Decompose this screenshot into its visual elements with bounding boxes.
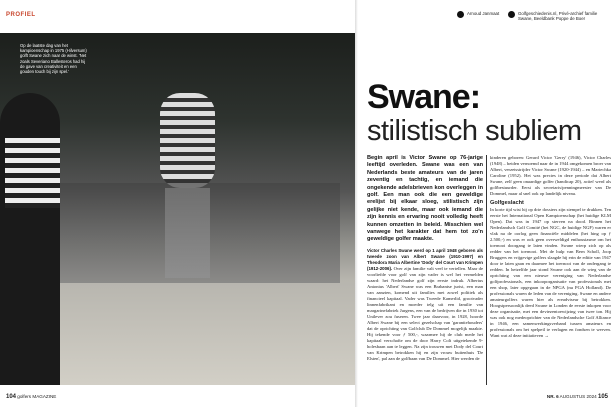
issue-date: AUGUSTUS 2024: [559, 394, 597, 399]
body-paragraph: kinderen geboren: Gerard Victor 'Gerry' (1946), Victor Charles (1948) – beiden vernoemd naar de in 1944 omgekomen broer van Albert, verzetsstrijder Victor Swane (1920-1944) – en Mariechka Caroline (1952). Het was precies in deze periode dat Albert Swane, zelf geen onaardige golfer (handicap 20), actief werd als golfbestuurder. Eerst als secretaris/penningmeester van De Dommel, maar al snel ook op landelijk niveau.: [490, 155, 611, 196]
photo-credit-text: Golfgeschiedenis.nl, Privé-archief familie Swane, Beeldbank Poppe de Boer: [518, 11, 598, 22]
footer-left: [6, 393, 56, 401]
author-credit: [457, 11, 499, 18]
body-paragraph: [367, 248, 483, 362]
pen-icon: [457, 11, 464, 18]
page-number-left: 104: [6, 394, 17, 400]
article-column-2: [490, 155, 611, 339]
continue-arrow-icon: →: [544, 333, 549, 338]
body-paragraph: In korte tijd wist hij op drie dossiers zijn stempel te drukken. Ten eerste het International Open Kampioenschap (het huidige KLM Open). Dat was in 1947 op sterven na dood. Binnen het Nederlandsch Golf Comité (het NGC, de huidige NGF) waren er vlak na de oorlog geen financiële middelen (het hing op ƒ 2.500,-) en was er ook geen overweldigd enthousiasme om het toernooi doorgang te laten vinden. Swane wierp zich op als redder van het toernooi. Met de hulp van Bern Scholl, Joop Bruggers en vrijgevige golfers slaagde hij erin de editie van 1947 door te laten gaan en daarmee het toernooi van de ondergang te redden. In hetzelfde jaar stond Swane ook aan de wieg van de oprichting van een nieuwe vereniging van Nederlandse golfprofessionals, een inkooporganisatie van professionals met een shop, later opgegaan in de NPGA (nu PGA Holland). De professionals waren de leden van de vereniging. Swane en andere amateurgolfers waren hier als ereadviseur bij betrokken. Hoogstpersoonlijk deed Swane in Londen de eerste inkopen voor deze organisatie, met een deviezentoewijzing van twee ton. Hij was ook nog medeoprichter van de Nederlandsche Golf Alliance in 1946, een samenwerkingsverband tussen amateurs en professionals om het spelpeil te verlagen en fondsen te werven. Want wat al deze initiatieven: [490, 207, 611, 338]
column-divider: [486, 155, 487, 385]
article-column-1: [367, 155, 483, 362]
footer-right: [547, 393, 608, 401]
camera-icon: [508, 11, 515, 18]
golfer-celebration-photo: [0, 33, 355, 385]
lead-paragraph: Begin april is Victor Swane op 76-jarige leeftijd overleden. Swane was een van Nederlands beste amateurs van de jaren zeventig en tachtig, en iemand die ongekende adelsbrieven kon overleggen in golf. Een man ook die een geweldige erelijst bij elkaar sloeg, stilistisch zijn gelijke niet kende, maar ook iemand die zijn kennis en ervaring nooit volledig heeft kunnen omzetten in beleid. Misschien wel vanwege het karakter dat hem tot zo'n geweldige golfer maakte.: [367, 155, 483, 243]
page-number-right: 105: [597, 394, 608, 400]
page-spine: [355, 0, 358, 407]
body-intro: Victor Charles Swane werd op 1 april 1948 geboren als tweede zoon van Albert Swane (1910-1997) en Theodora Maria Albertine 'Dody' del Court van Krimpen (1912-2006).: [367, 247, 483, 271]
magazine-name: golfers MAGAZINE: [17, 394, 57, 399]
author-name: Arnoud Janmaat: [467, 11, 500, 16]
photo-caption: Op de laatste dag van het kampioenschap in 1975 (Hilversum) golft Swane zich naar de winst. 'Net zoals Severiano Ballesteros had hij de gave van creativiteit en een gouden touch bij zijn spel.': [20, 43, 87, 75]
section-label: PROFIEL: [6, 12, 36, 18]
issue-number: NR. 6: [546, 394, 559, 399]
headline-subtitle: stilistisch subliem: [367, 115, 582, 147]
photo-credit: [508, 11, 610, 22]
body-text: Over zijn familie valt veel te vertellen. Maar de voorliefde voor golf van zijn vader is wel het vermelden waard: het Nederlandse golf zijn eerste indruk. Albertus Antonius 'Albert' Swane was een Brabantse jurist, een man van aanzien, komend uit families met zowel politiek als financieel kapitaal. Vader was Tweede Kamerlid, grootvader linnenfabrikant en moeder telg uit een familie van margarinefabriek Jurgens, een van de bedrijven die in 1930 tot Unilever zou fuseren. Twee jaar daarvoor, in 1928, hoorde Albert Swane bij een select gezelschap van 'garantiehouders' dat de oprichting van Golfclub De Dommel mogelijk maakte. Hij tekende voor ƒ 500,-, waarmee hij de club mede het kapitaal verschafte om de door Harry Colt uitgetekende 9-holesbaan aan te leggen. Na zijn trouwen met Dody del Court van Krimpen betrokken hij en zijn vrouw buitenhuis 'De Elsten', pal aan de golfbaan van De Dommel. Hier werden de: [367, 265, 483, 361]
subheading: Golfgeslacht: [490, 200, 524, 206]
headline: Swane:: [367, 78, 481, 116]
